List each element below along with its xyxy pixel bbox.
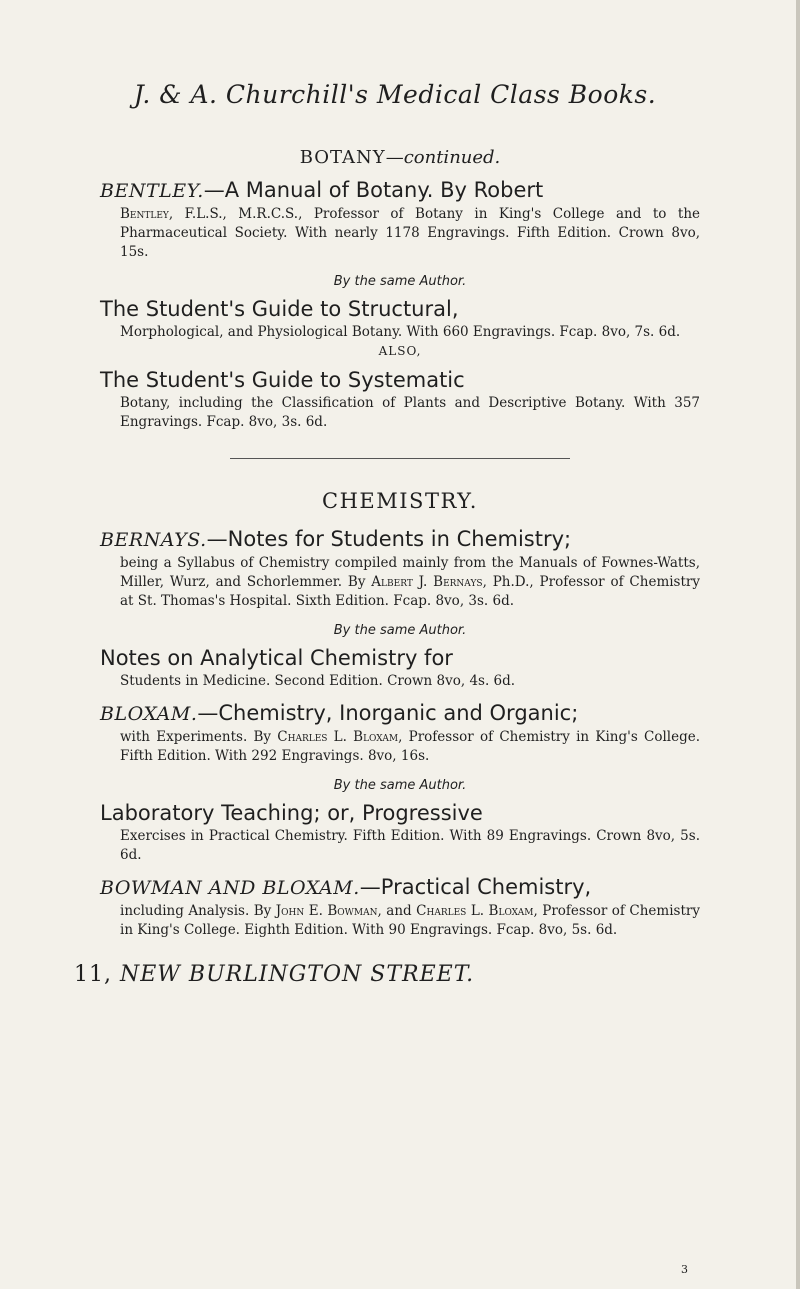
- page-edge: [796, 0, 800, 1289]
- street-name: NEW BURLINGTON STREET.: [120, 962, 475, 987]
- publisher-address: [74, 962, 700, 987]
- author-name: BLOXAM.: [100, 703, 198, 725]
- entry-laboratory-teaching: [100, 799, 700, 865]
- entry-title: [100, 699, 700, 728]
- entry-desc: [120, 554, 700, 611]
- entry-desc: Botany, including the Classification of Plants and Descriptive Botany. With 357 Engravings. Fcap. 8vo, 3s. 6d.: [120, 395, 700, 430]
- botany-heading: [100, 147, 700, 168]
- section-divider: [230, 458, 570, 459]
- running-head: J. & A. Churchill's Medical Class Books.: [133, 80, 657, 109]
- page: [74, 80, 700, 987]
- desc-text: including Analysis. By: [120, 903, 276, 919]
- author-smallcaps: Charles L. Bloxam: [277, 729, 399, 745]
- entry-practical-chemistry: [100, 873, 700, 940]
- entry-desc: Morphological, and Physiological Botany. With 660 Engravings. Fcap. 8vo, 7s. 6d.: [120, 324, 681, 340]
- entry-title: [100, 873, 700, 902]
- author-name: BENTLEY.: [100, 180, 204, 202]
- entry-bentley-manual: [100, 176, 700, 262]
- desc-text: with Experiments. By: [120, 729, 278, 745]
- entry-desc: Exercises in Practical Chemistry. Fifth Edition. With 89 Engravings. Crown 8vo, 5s. 6d.: [120, 828, 700, 863]
- botany-continued: —continued.: [385, 147, 501, 168]
- entry-analytical-notes: [100, 644, 700, 691]
- entry-title: [100, 525, 700, 554]
- entry-title: Laboratory Teaching; or, Progressive: [100, 801, 483, 825]
- desc-text: being a Syllabus of Chemistry compiled mainly from the Manuals of Fownes-Watts, Miller, Wurz, and Schorlemmer. By: [120, 555, 700, 590]
- entry-structural-guide: [100, 295, 700, 358]
- title-text: —Practical Chemistry,: [359, 875, 592, 899]
- title-text: —Notes for Students in Chemistry;: [206, 527, 572, 551]
- entry-title: [100, 176, 700, 205]
- chemistry-heading: CHEMISTRY.: [322, 489, 478, 513]
- entry-title: The Student's Guide to Systematic: [100, 368, 465, 392]
- by-same-author: By the same Author.: [333, 778, 467, 793]
- author-smallcaps: Charles L. Bloxam: [416, 903, 534, 919]
- entry-systematic-guide: [100, 366, 700, 432]
- entry-desc: [120, 205, 700, 262]
- page-number: 3: [681, 1263, 688, 1276]
- also-label: ALSO,: [378, 344, 422, 358]
- author-smallcaps: Bentley: [120, 206, 169, 222]
- entry-title: Notes on Analytical Chemistry for: [100, 646, 453, 670]
- entry-desc: [120, 728, 700, 766]
- author-name: BERNAYS.: [100, 529, 207, 551]
- entry-desc: [120, 902, 700, 940]
- desc-text: , F.L.S., M.R.C.S., Professor of Botany in King's College and to the Pharmaceutical Society. With nearly 1178 Engravings. Fifth Edition. Crown 8vo, 15s.: [120, 206, 700, 260]
- desc-text: , Professor of Chemistry in King's College. Fifth Edition. With 292 Engravings. 8vo, 16s.: [120, 729, 700, 764]
- street-number: 11,: [74, 962, 112, 987]
- author-name: BOWMAN AND BLOXAM.: [100, 877, 360, 899]
- by-same-author: By the same Author.: [333, 623, 467, 638]
- desc-text: , Ph.D., Professor of Chemistry at St. Thomas's Hospital. Sixth Edition. Fcap. 8vo, 3s. 6d.: [120, 574, 700, 609]
- author-smallcaps: John E. Bowman: [275, 903, 378, 919]
- by-same-author: By the same Author.: [333, 274, 467, 289]
- entry-bloxam-chemistry: [100, 699, 700, 766]
- entry-bernays-notes: [100, 525, 700, 611]
- entry-title: The Student's Guide to Structural,: [100, 297, 459, 321]
- desc-text: , and: [377, 903, 417, 919]
- title-text: —A Manual of Botany. By Robert: [203, 178, 544, 202]
- author-smallcaps: Albert J. Bernays: [371, 574, 483, 590]
- entry-desc: Students in Medicine. Second Edition. Crown 8vo, 4s. 6d.: [120, 673, 516, 689]
- title-text: —Chemistry, Inorganic and Organic;: [197, 701, 579, 725]
- botany-heading-text: BOTANY: [299, 147, 386, 168]
- desc-text: , Professor of Chemistry in King's College. Eighth Edition. With 90 Engravings. Fcap. 8vo, 5s. 6d.: [120, 903, 700, 938]
